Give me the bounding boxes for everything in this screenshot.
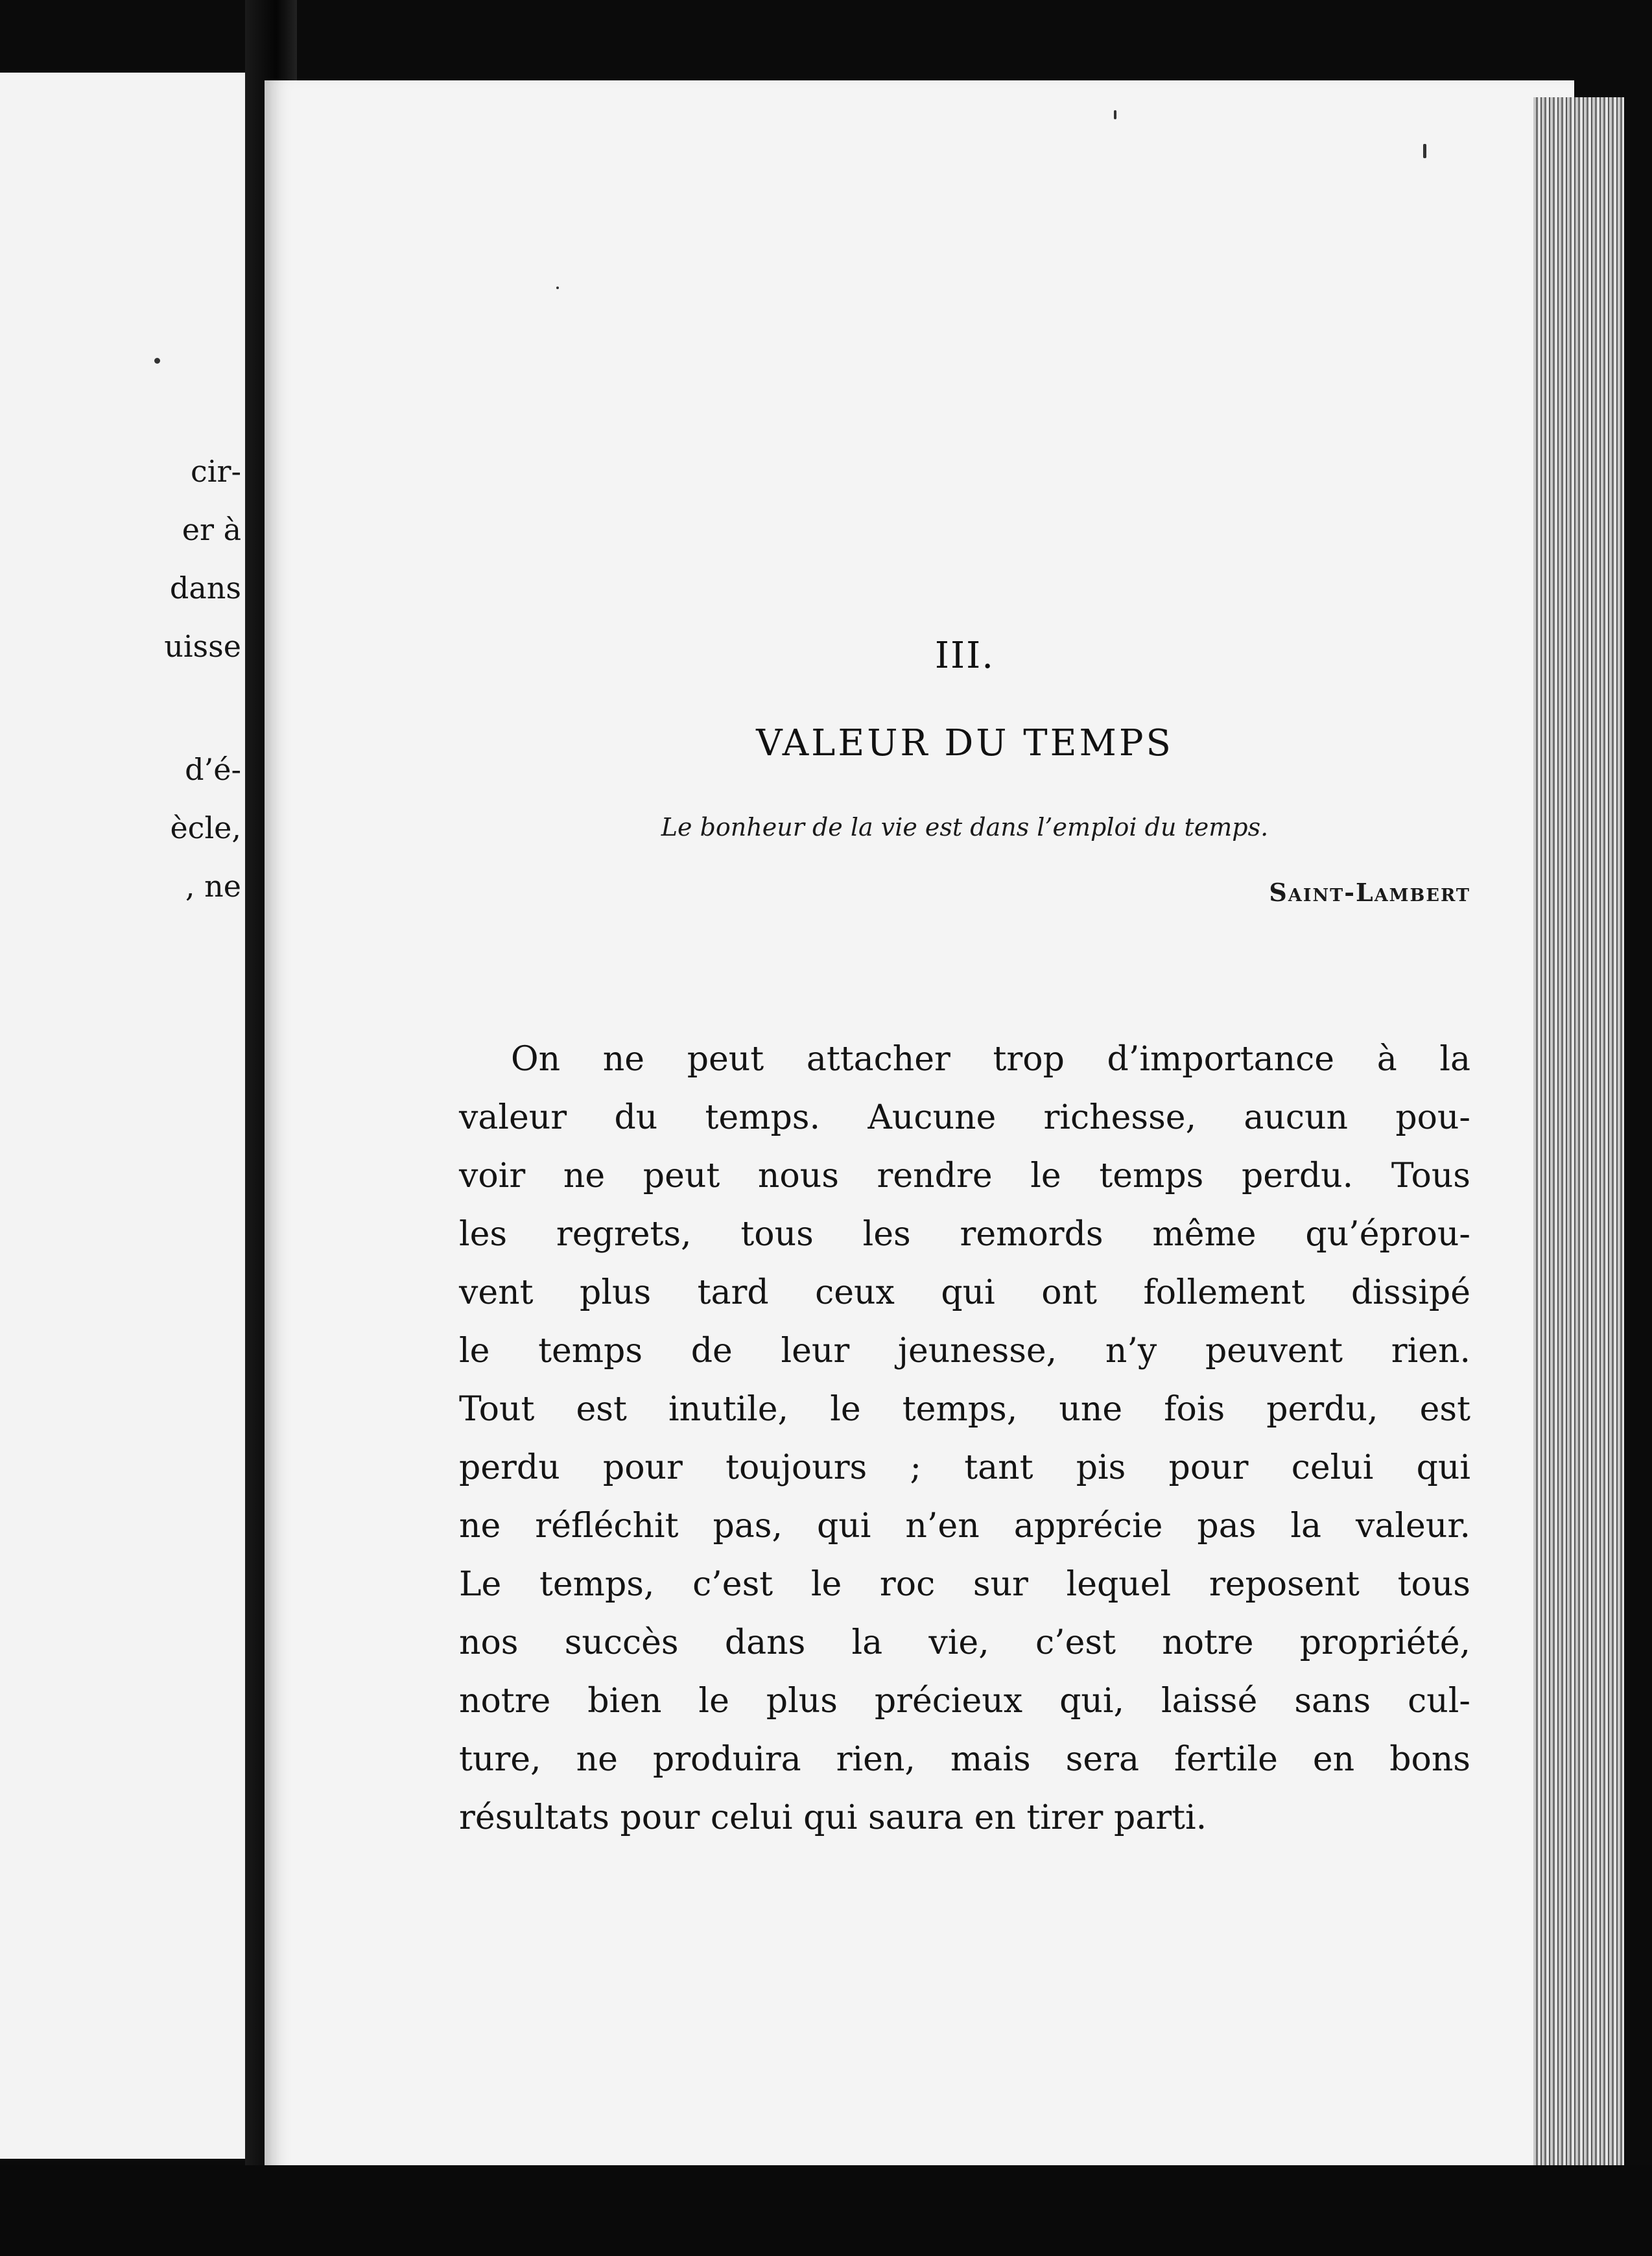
previous-page-fragment: er à [182, 512, 241, 547]
page-edges [1533, 97, 1624, 2185]
dust-speck [1423, 144, 1426, 158]
page-content [459, 80, 1470, 2174]
chapter-title: VALEUR DU TEMPS [756, 722, 1174, 764]
epigraph: Le bonheur de la vie est dans l’emploi du temps. [661, 813, 1269, 841]
body-line: le temps de leur jeunesse, n’y peuvent rien. [459, 1332, 1470, 1370]
body-line: Tout est inutile, le temps, une fois perdu, est [459, 1390, 1470, 1429]
previous-page-fragment: ècle, [170, 810, 241, 845]
previous-page-fragment: uisse [164, 629, 241, 664]
body-line: les regrets, tous les remords même qu’éprou- [459, 1215, 1470, 1254]
body-line: On ne peut attacher trop d’importance à la [511, 1040, 1470, 1079]
body-line: Le temps, c’est le roc sur lequel reposent tous [459, 1565, 1470, 1604]
previous-page-fragment: d’é- [185, 752, 241, 787]
chapter-number: III. [934, 635, 995, 677]
body-line: valeur du temps. Aucune richesse, aucun pou- [459, 1098, 1470, 1137]
body-line: ture, ne produira rien, mais sera fertile en bons [459, 1740, 1470, 1779]
previous-page-fragment: dans [169, 570, 241, 605]
body-line: ne réfléchit pas, qui n’en apprécie pas la valeur. [459, 1507, 1470, 1545]
epigraph-attribution: Saint-Lambert [1269, 878, 1470, 907]
body-paragraph [459, 1030, 1470, 1847]
previous-page-fragment: , ne [185, 869, 241, 904]
dust-speck [1114, 110, 1116, 119]
body-line: nos succès dans la vie, c’est notre propriété, [459, 1623, 1470, 1662]
scan-background [0, 2165, 1652, 2256]
body-line: perdu pour toujours ; tant pis pour celui qui [459, 1448, 1470, 1487]
body-line: notre bien le plus précieux qui, laissé sans cul- [459, 1682, 1470, 1721]
body-line: voir ne peut nous rendre le temps perdu. Tous [459, 1157, 1470, 1195]
previous-page [0, 73, 245, 2159]
dust-speck [154, 358, 160, 364]
previous-page-fragment: cir- [190, 454, 241, 489]
dust-speck [556, 287, 559, 289]
book-page [265, 80, 1574, 2174]
body-line: résultats pour celui qui saura en tirer parti. [459, 1798, 1207, 1837]
body-line: vent plus tard ceux qui ont follement dissipé [459, 1273, 1470, 1312]
